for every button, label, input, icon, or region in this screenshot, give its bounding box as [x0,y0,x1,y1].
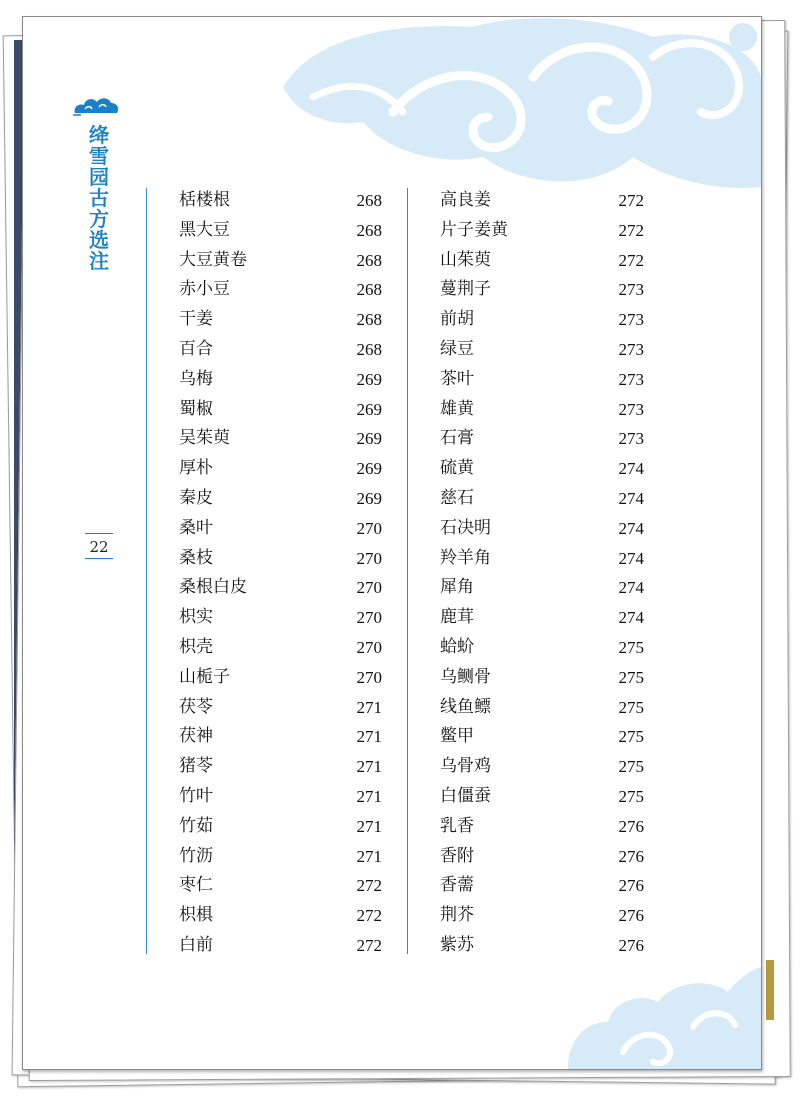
entry-name: 百合 [179,338,213,359]
entry-page: 272 [356,906,382,926]
entry-name: 厚朴 [179,458,213,479]
index-entry [179,514,382,544]
page-stack-gold-edge [766,960,774,1020]
entry-page: 271 [356,757,382,777]
entry-page: 274 [618,518,644,538]
entry-page: 274 [618,578,644,598]
entry-page: 274 [618,548,644,568]
entry-name: 黑大豆 [179,219,230,240]
index-entry [179,693,382,723]
index-entry [440,484,644,514]
entry-page: 271 [356,816,382,836]
entry-name: 白僵蚕 [440,785,491,806]
entry-name: 慈石 [440,487,474,508]
index-entry [440,901,644,931]
entry-page: 273 [618,280,644,300]
entry-name: 蜀椒 [179,398,213,419]
index-entry [179,305,382,335]
entry-name: 绿豆 [440,338,474,359]
index-column-right [440,186,644,961]
entry-name: 高良姜 [440,190,491,210]
entry-page: 271 [356,846,382,866]
entry-page: 272 [356,876,382,896]
index-entry [179,186,382,216]
index-entry [440,514,644,544]
entry-name: 羚羊角 [440,547,491,568]
index-entry [179,484,382,514]
entry-page: 274 [618,608,644,628]
entry-page: 269 [356,399,382,419]
entry-name: 紫苏 [440,934,474,955]
entry-name: 线鱼鳔 [440,696,491,717]
entry-name: 桑叶 [179,517,213,538]
entry-page: 275 [618,697,644,717]
cloud-icon [71,95,121,119]
index-entry [179,216,382,246]
entry-name: 茶叶 [440,368,474,389]
entry-name: 枳椇 [179,905,213,926]
entry-page: 271 [356,786,382,806]
entry-name: 香附 [440,845,474,866]
index-entry [440,573,644,603]
entry-page: 270 [356,608,382,628]
index-entry [440,275,644,305]
entry-name: 乌梅 [179,368,213,389]
cloud-pattern-top [273,17,762,197]
index-entry [440,842,644,872]
entry-page: 268 [356,339,382,359]
entry-name: 吴茱萸 [179,428,230,449]
entry-name: 蔓荆子 [440,279,491,300]
entry-name: 山栀子 [179,666,230,687]
page-number: 22 [85,533,113,559]
entry-page: 272 [618,191,644,210]
index-entry [440,931,644,961]
entry-name: 竹沥 [179,845,213,866]
index-entry [440,395,644,425]
entry-page: 276 [618,906,644,926]
entry-page: 268 [356,310,382,330]
entry-name: 枳壳 [179,636,213,657]
entry-page: 268 [356,250,382,270]
entry-name: 茯苓 [179,696,213,717]
entry-page: 273 [618,310,644,330]
entry-page: 268 [356,191,382,210]
entry-name: 大豆黄卷 [179,249,247,270]
entry-name: 赤小豆 [179,279,230,300]
entry-name: 桑根白皮 [179,577,247,598]
book-title-char: 雪 [89,144,109,168]
entry-page: 270 [356,578,382,598]
column-rule-right [407,188,408,954]
index-entry [179,573,382,603]
book-title-char: 注 [89,249,109,273]
index-entry [440,871,644,901]
index-entry [440,693,644,723]
entry-page: 273 [618,339,644,359]
index-entry [179,246,382,276]
entry-name: 鹿茸 [440,607,474,628]
index-entry [440,424,644,454]
entry-name: 秦皮 [179,487,213,508]
index-entry [179,633,382,663]
entry-name: 荆芥 [440,905,474,926]
index-entry [179,275,382,305]
index-entry [179,901,382,931]
book-title-char: 绛 [89,123,109,147]
index-entry [440,246,644,276]
entry-page: 268 [356,220,382,240]
entry-name: 蛤蚧 [440,636,474,657]
entry-name: 乌鲗骨 [440,666,491,687]
index-entry [179,782,382,812]
entry-page: 275 [618,757,644,777]
index-entry [440,603,644,633]
index-entry [440,305,644,335]
entry-name: 茯神 [179,726,213,747]
index-entry [440,365,644,395]
entry-name: 硫黄 [440,458,474,479]
index-entry [440,663,644,693]
entry-name: 石膏 [440,428,474,449]
entry-page: 275 [618,637,644,657]
entry-name: 枳实 [179,607,213,628]
entry-page: 276 [618,935,644,955]
book-page [22,16,762,1070]
entry-page: 271 [356,697,382,717]
entry-page: 276 [618,816,644,836]
entry-name: 鳖甲 [440,726,474,747]
index-entry [179,335,382,365]
book-title-char: 园 [89,165,109,189]
index-entry [179,931,382,961]
entry-name: 乳香 [440,815,474,836]
entry-name: 乌骨鸡 [440,756,491,777]
entry-name: 香薷 [440,875,474,896]
index-entry [179,871,382,901]
entry-page: 276 [618,876,644,896]
index-entry [179,395,382,425]
entry-page: 272 [356,935,382,955]
entry-page: 270 [356,667,382,687]
entry-name: 石决明 [440,517,491,538]
index-entry [179,842,382,872]
book-title-char: 方 [89,207,109,231]
index-entry [440,722,644,752]
index-column-left [179,186,382,961]
index-entry [440,186,644,216]
entry-name: 枣仁 [179,875,213,896]
index-entry [440,782,644,812]
entry-page: 272 [618,250,644,270]
cloud-pattern-bottom [563,967,761,1069]
book-title-char: 古 [89,186,109,210]
entry-page: 269 [356,429,382,449]
entry-page: 275 [618,786,644,806]
entry-name: 片子姜黄 [440,219,508,240]
index-entry [179,544,382,574]
entry-name: 猪苓 [179,756,213,777]
entry-page: 275 [618,667,644,687]
index-entry [179,424,382,454]
entry-page: 273 [618,429,644,449]
index-entry [179,752,382,782]
column-rule-left [146,188,147,954]
index-entry [440,812,644,842]
entry-page: 269 [356,488,382,508]
index-entry [179,722,382,752]
entry-page: 270 [356,548,382,568]
entry-name: 犀角 [440,577,474,598]
entry-page: 273 [618,399,644,419]
entry-name: 白前 [179,934,213,955]
entry-page: 269 [356,459,382,479]
index-entry [179,663,382,693]
entry-page: 274 [618,459,644,479]
index-entry [440,633,644,663]
entry-page: 274 [618,488,644,508]
entry-page: 270 [356,637,382,657]
index-entry [179,603,382,633]
entry-name: 竹茹 [179,815,213,836]
entry-name: 干姜 [179,309,213,330]
index-entry [440,544,644,574]
index-entry [440,454,644,484]
entry-name: 前胡 [440,309,474,330]
book-title-vertical [87,125,111,272]
entry-page: 272 [618,220,644,240]
entry-page: 273 [618,369,644,389]
book-title-char: 选 [89,228,109,252]
entry-name: 山茱萸 [440,249,491,270]
index-entry [179,365,382,395]
index-entry [179,454,382,484]
index-entry [440,752,644,782]
entry-page: 276 [618,846,644,866]
entry-name: 雄黄 [440,398,474,419]
entry-page: 269 [356,369,382,389]
entry-page: 270 [356,518,382,538]
entry-name: 桑枝 [179,547,213,568]
entry-name: 栝楼根 [179,190,230,210]
index-entry [179,812,382,842]
entry-page: 275 [618,727,644,747]
entry-page: 268 [356,280,382,300]
entry-name: 竹叶 [179,785,213,806]
entry-page: 271 [356,727,382,747]
index-entry [440,216,644,246]
index-entry [440,335,644,365]
